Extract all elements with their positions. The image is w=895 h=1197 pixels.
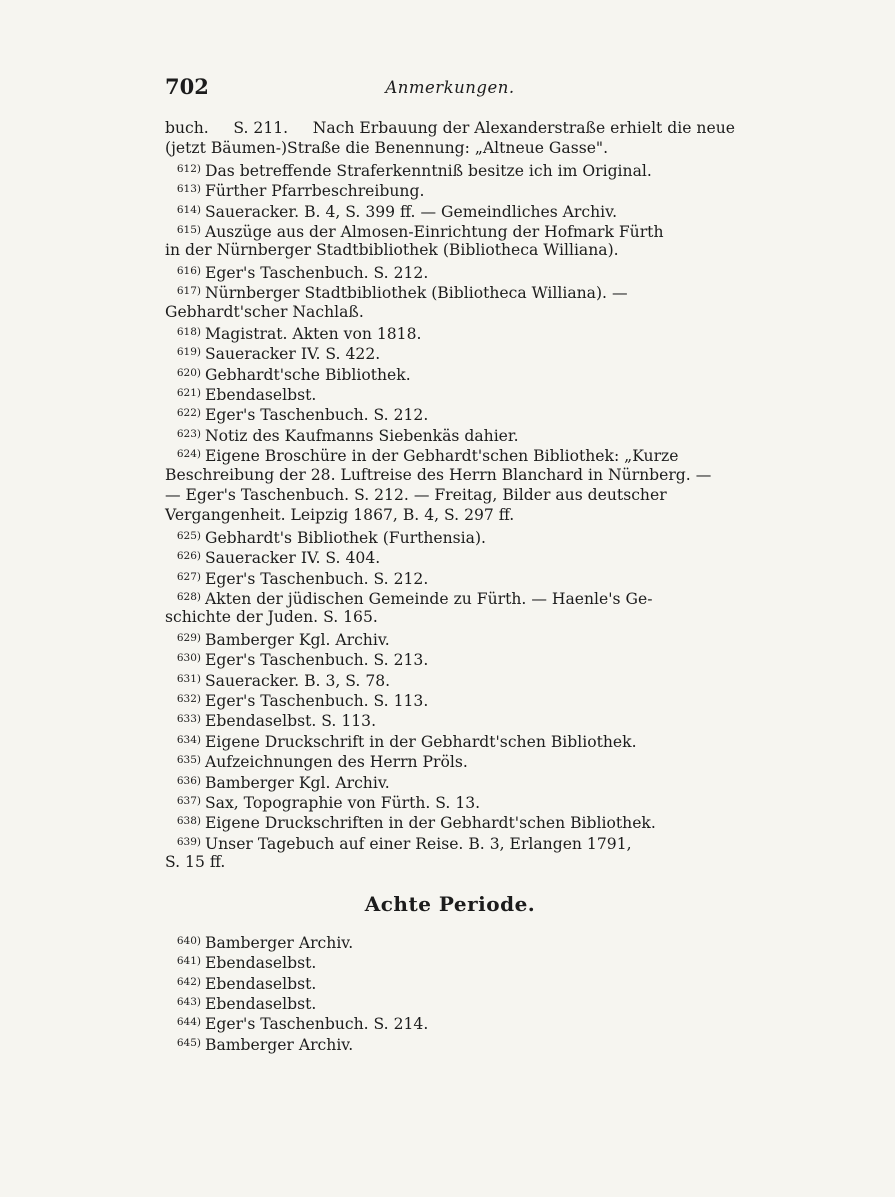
footnote <box>165 200 735 220</box>
footnote-text: Saueracker. B. 4, S. 399 ff. — Gemeindliches Archiv. <box>205 202 618 221</box>
footnote-number: 614) <box>176 203 201 216</box>
footnote <box>165 444 735 464</box>
footnote-number: 636) <box>176 774 201 787</box>
footnote-number: 642) <box>176 975 201 988</box>
footnote-text: Saueracker IV. S. 422. <box>205 345 381 364</box>
continuation-line-2: (jetzt Bäumen-)Straße die Benennung: „Altneue Gasse". <box>165 139 609 158</box>
footnote <box>165 1012 735 1032</box>
continuation-line-1: buch. S. 211. Nach Erbauung der Alexanderstraße erhielt die neue <box>165 119 735 137</box>
footnote <box>165 342 735 362</box>
footnote <box>165 730 735 750</box>
footnote <box>165 750 735 770</box>
footnote-number: 618) <box>176 325 201 338</box>
footnote-number: 635) <box>176 754 201 767</box>
notes-list <box>165 159 735 873</box>
footnote-text: Saueracker IV. S. 404. <box>205 549 381 568</box>
footnote-number: 619) <box>176 346 201 359</box>
footnote <box>165 179 735 199</box>
footnote-text: Das betreffende Straferkenntniß besitze ich im Original. <box>205 161 652 180</box>
footnote-number: 625) <box>176 529 201 542</box>
footnote-number: 624) <box>176 448 201 461</box>
footnote-text: Auszüge aus der Almosen-Einrichtung der Hofmark Fürth <box>205 222 664 241</box>
footnote-text: Eger's Taschenbuch. S. 214. <box>205 1015 429 1034</box>
footnote-continuation: Vergangenheit. Leipzig 1867, B. 4, S. 297 ff. <box>165 506 515 525</box>
footnote <box>165 648 735 668</box>
footnote-number: 629) <box>176 631 201 644</box>
footnote <box>165 951 735 971</box>
footnote-number: 626) <box>176 550 201 563</box>
footnote <box>165 628 735 648</box>
footnote-number: 640) <box>176 934 201 947</box>
footnote-number: 632) <box>176 692 201 705</box>
footnote-continuation: S. 15 ff. <box>165 853 226 872</box>
footnote <box>165 709 735 729</box>
footnote-text: Notiz des Kaufmanns Siebenkäs dahier. <box>205 426 519 445</box>
footnote <box>165 669 735 689</box>
running-head: Anmerkungen. <box>385 78 515 97</box>
footnote <box>165 383 735 403</box>
footnote <box>165 261 735 281</box>
footnote-text: Eger's Taschenbuch. S. 212. <box>205 263 429 282</box>
footnote <box>165 546 735 566</box>
footnote-number: 643) <box>176 996 201 1009</box>
footnote-number: 633) <box>176 713 201 726</box>
footnote-number: 623) <box>176 427 201 440</box>
footnote-text: Gebhardt'sche Bibliothek. <box>205 365 411 384</box>
footnote-text: Eigene Druckschriften in der Gebhardt'schen Bibliothek. <box>205 814 656 833</box>
footnote-continuation: Beschreibung der 28. Luftreise des Herrn Blanchard in Nürnberg. — <box>165 465 712 484</box>
footnote-number: 634) <box>176 733 201 746</box>
footnote-text: Eigene Druckschrift in der Gebhardt'schen Bibliothek. <box>205 732 637 751</box>
footnote-text: Bamberger Kgl. Archiv. <box>205 630 390 649</box>
footnote-number: 641) <box>176 955 201 968</box>
footnote-number: 612) <box>176 162 201 175</box>
page-header <box>165 74 735 104</box>
footnote <box>165 832 735 852</box>
footnote-text: Eger's Taschenbuch. S. 113. <box>205 691 429 710</box>
footnote <box>165 931 735 951</box>
footnote-number: 621) <box>176 387 201 400</box>
footnote <box>165 771 735 791</box>
footnote-number: 613) <box>176 183 201 196</box>
footnote <box>165 424 735 444</box>
footnote-number: 637) <box>176 794 201 807</box>
footnote <box>165 1033 735 1053</box>
footnote-number: 630) <box>176 652 201 665</box>
footnote <box>165 281 735 301</box>
notes-list-2 <box>165 931 735 1053</box>
footnote-text: Saueracker. B. 3, S. 78. <box>205 671 391 690</box>
footnote-text: Sax, Topographie von Fürth. S. 13. <box>205 793 481 812</box>
footnote-text: Akten der jüdischen Gemeinde zu Fürth. — Haenle's Ge- <box>205 589 653 608</box>
footnote-text: Gebhardt's Bibliothek (Furthensia). <box>205 528 486 547</box>
footnote-text: Nürnberger Stadtbibliothek (Bibliotheca Williana). — <box>205 284 628 303</box>
footnote-text: Bamberger Kgl. Archiv. <box>205 773 390 792</box>
footnote-number: 622) <box>176 407 201 420</box>
footnote-number: 644) <box>176 1016 201 1029</box>
footnote <box>165 587 735 607</box>
footnote-text: Eger's Taschenbuch. S. 212. <box>205 569 429 588</box>
footnote-text: Unser Tagebuch auf einer Reise. B. 3, Erlangen 1791, <box>205 834 632 853</box>
footnote-text: Magistrat. Akten von 1818. <box>205 324 422 343</box>
footnote-text: Bamberger Archiv. <box>205 933 354 952</box>
footnote <box>165 992 735 1012</box>
footnote-continuation: — Eger's Taschenbuch. S. 212. — Freitag, Bilder aus deutscher <box>165 486 667 505</box>
footnote <box>165 567 735 587</box>
footnote-text: Ebendaselbst. S. 113. <box>205 712 377 731</box>
footnote-text: Ebendaselbst. <box>205 995 317 1014</box>
footnote <box>165 972 735 992</box>
footnote <box>165 322 735 342</box>
footnote <box>165 403 735 423</box>
footnote <box>165 526 735 546</box>
footnote-number: 645) <box>176 1036 201 1049</box>
footnote-number: 627) <box>176 570 201 583</box>
footnote-number: 616) <box>176 264 201 277</box>
footnote-number: 615) <box>176 223 201 236</box>
footnote <box>165 689 735 709</box>
footnote-text: Eger's Taschenbuch. S. 213. <box>205 651 429 670</box>
footnote-number: 638) <box>176 815 201 828</box>
footnote-continuation: in der Nürnberger Stadtbibliothek (Bibliotheca Williana). <box>165 241 619 260</box>
footnote <box>165 159 735 179</box>
footnote-number: 628) <box>176 590 201 603</box>
footnote-number: 639) <box>176 835 201 848</box>
footnote <box>165 811 735 831</box>
footnote <box>165 220 735 240</box>
footnote-number: 617) <box>176 285 201 298</box>
footnote <box>165 363 735 383</box>
footnotes-body <box>165 118 735 1053</box>
footnote-number: 620) <box>176 366 201 379</box>
footnote-text: Fürther Pfarrbeschreibung. <box>205 182 425 201</box>
footnote-continuation: schichte der Juden. S. 165. <box>165 608 378 627</box>
footnote-text: Bamberger Archiv. <box>205 1035 354 1054</box>
footnote <box>165 791 735 811</box>
section-title: Achte Periode. <box>364 892 536 917</box>
page-number: 702 <box>165 74 209 99</box>
footnote-text: Ebendaselbst. <box>205 954 317 973</box>
footnote-text: Ebendaselbst. <box>205 386 317 405</box>
footnote-text: Aufzeichnungen des Herrn Pröls. <box>205 753 468 772</box>
footnote-text: Ebendaselbst. <box>205 974 317 993</box>
footnote-text: Eger's Taschenbuch. S. 212. <box>205 406 429 425</box>
footnote-text: Eigene Broschüre in der Gebhardt'schen Bibliothek: „Kurze <box>205 447 679 466</box>
footnote-continuation: Gebhardt'scher Nachlaß. <box>165 302 364 321</box>
footnote-number: 631) <box>176 672 201 685</box>
